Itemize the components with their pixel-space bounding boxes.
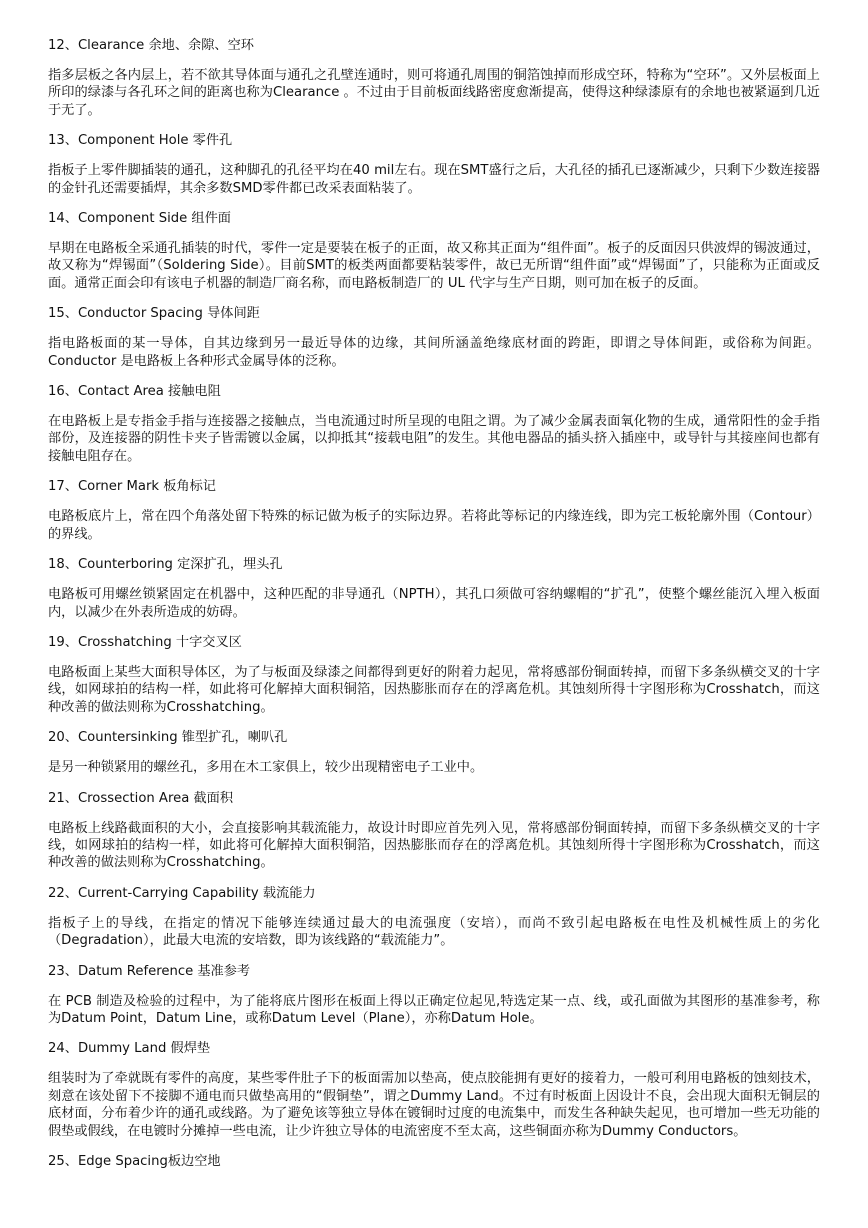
entry-component-hole — [48, 131, 820, 197]
entry-corner-mark — [48, 477, 820, 543]
entry-body: 是另一种锁紧用的螺丝孔，多用在木工家俱上，较少出现精密电子工业中。 — [48, 760, 484, 776]
entry-current-carrying-capability — [48, 884, 820, 950]
entry-heading: 12、Clearance 余地、余隙、空环 — [48, 38, 254, 53]
entry-heading: 17、Corner Mark 板角标记 — [48, 479, 216, 495]
entry-heading: 19、Crosshatching 十字交叉区 — [48, 634, 242, 650]
entry-heading: 18、Counterboring 定深扩孔，埋头孔 — [48, 557, 283, 573]
entry-body: 指板子上的导线，在指定的情况下能够连续通过最大的电流强度（安培），而尚不致引起电路板在电性及机械性质上的劣化（Degradation），此最大电流的安培数，即为该线路的“载流能力”。 — [48, 915, 820, 949]
entry-heading: 23、Datum Reference 基准参考 — [48, 963, 251, 979]
entry-crossection-area — [48, 789, 820, 872]
entry-body: 在电路板上是专指金手指与连接器之接触点，当电流通过时所呈现的电阻之谓。为了减少金属表面氧化物的生成，通常阳性的金手指部份，及连接器的阴性卡夹子皆需镀以金属，以抑抵其“接载电阻”的发生。其他电器品的插头挤入插座中，或导针与其接座间也都有接触电阻存在。 — [48, 414, 820, 464]
entry-heading: 13、Component Hole 零件孔 — [48, 133, 233, 149]
entry-edge-spacing — [48, 1152, 820, 1172]
entry-body: 早期在电路板全采通孔插装的时代，零件一定是要装在板子的正面，故又称其正面为“组件面”。板子的反面因只供波焊的锡波通过，故又称为“焊锡面”（Soldering Side）。目前SMT的板类两面都要粘装零件，故已无所谓“组件面”或“焊锡面”了，只能称为正面或反面。通常正面会印有该电子机器的制造厂商名称，而电路板制造厂的 UL 代字与生产日期，则可加在板子的反面。 — [48, 241, 820, 291]
entry-crosshatching — [48, 633, 820, 716]
entry-component-side — [48, 209, 820, 292]
entry-heading: 21、Crossection Area 截面积 — [48, 790, 234, 806]
entry-counterboring — [48, 555, 820, 621]
entry-contact-area — [48, 382, 820, 465]
entry-conductor-spacing — [48, 304, 820, 370]
entry-heading: 14、Component Side 组件面 — [48, 211, 231, 227]
entry-body: 指电路板面的某一导体，自其边缘到另一最近导体的边缘，其间所涵盖绝缘底材面的跨距，即谓之导体间距，或俗称为间距。Conductor 是电路板上各种形式金属导体的泛称。 — [48, 336, 820, 369]
entry-body: 指多层板之各内层上，若不欲其导体面与通孔之孔壁连通时，则可将通孔周围的铜箔蚀掉而形成空环，特称为“空环”。又外层板面上所印的绿漆与各孔环之间的距离也称为Clearance 。不过由于目前板面线路密度愈渐提高，使得这种绿漆原有的余地也被紧逼到几近于无了。 — [48, 68, 820, 118]
entry-body: 电路板面上某些大面积导体区，为了与板面及绿漆之间都得到更好的附着力起见，常将感部份铜面转掉，而留下多条纵横交叉的十字线，如网球拍的结构一样，如此将可化解掉大面积铜箔，因热膨胀而存在的浮离危机。其蚀刻所得十字图形称为Crosshatch，而这种改善的做法则称为Crosshatching。 — [48, 664, 820, 715]
entry-body: 电路板底片上，常在四个角落处留下特殊的标记做为板子的实际边界。若将此等标记的内缘连线，即为完工板轮廓外围（Contour）的界线。 — [48, 509, 820, 542]
entry-heading: 16、Contact Area 接触电阻 — [48, 384, 221, 400]
entry-clearance — [48, 36, 820, 119]
entry-heading: 20、Countersinking 锥型扩孔，喇叭孔 — [48, 730, 288, 746]
entry-datum-reference — [48, 962, 820, 1028]
entry-countersinking — [48, 728, 820, 776]
entry-body: 电路板上线路截面积的大小，会直接影响其载流能力，故设计时即应首先列入见，常将感部份铜面转掉，而留下多条纵横交叉的十字线，如网球拍的结构一样，如此将可化解掉大面积铜箔，因热膨胀而存在的浮离危机。其蚀刻所得十字图形称为Crosshatch，而这种改善的做法则称为Crosshatching。 — [48, 820, 820, 871]
entry-heading: 22、Current-Carrying Capability 载流能力 — [48, 885, 316, 901]
entry-body: 在 PCB 制造及检验的过程中，为了能将底片图形在板面上得以正确定位起见,特选定某一点、线，或孔面做为其图形的基准参考，称为Datum Point，Datum Line，或称Datum Level（Plane），亦称Datum Hole。 — [48, 993, 820, 1026]
entry-body: 电路板可用螺丝锁紧固定在机器中，这种匹配的非导通孔（NPTH），其孔口须做可容纳螺帽的“扩孔”，使整个螺丝能沉入埋入板面内，以减少在外表所造成的妨碍。 — [48, 587, 820, 620]
entry-heading: 25、Edge Spacing板边空地 — [48, 1154, 221, 1169]
entry-heading: 24、Dummy Land 假焊垫 — [48, 1041, 211, 1057]
entry-dummy-land — [48, 1039, 820, 1140]
entry-heading: 15、Conductor Spacing 导体间距 — [48, 306, 260, 322]
entry-body: 组装时为了牵就既有零件的高度，某些零件肚子下的板面需加以垫高，使点胶能拥有更好的接着力，一般可利用电路板的蚀刻技术，刻意在该处留下不接脚不通电而只做垫高用的“假铜垫”，谓之Dummy Land。不过有时板面上因设计不良，会出现大面积无铜层的底材面，分布着少许的通孔或线路。为了避免该等独立导体在镀铜时过度的电流集中，而发生各种缺失起见，也可增加一些无功能的假垫或假线，在电镀时分摊掉一些电流，让少许独立导体的电流密度不至太高，这些铜面亦称为Dummy Conductors。 — [48, 1071, 820, 1139]
entry-body: 指板子上零件脚插装的通孔，这种脚孔的孔径平均在40 mil左右。现在SMT盛行之后，大孔径的插孔已逐渐减少，只剩下少数连接器的金针孔还需要插焊，其余多数SMD零件都已改采表面粘装了。 — [48, 163, 820, 196]
